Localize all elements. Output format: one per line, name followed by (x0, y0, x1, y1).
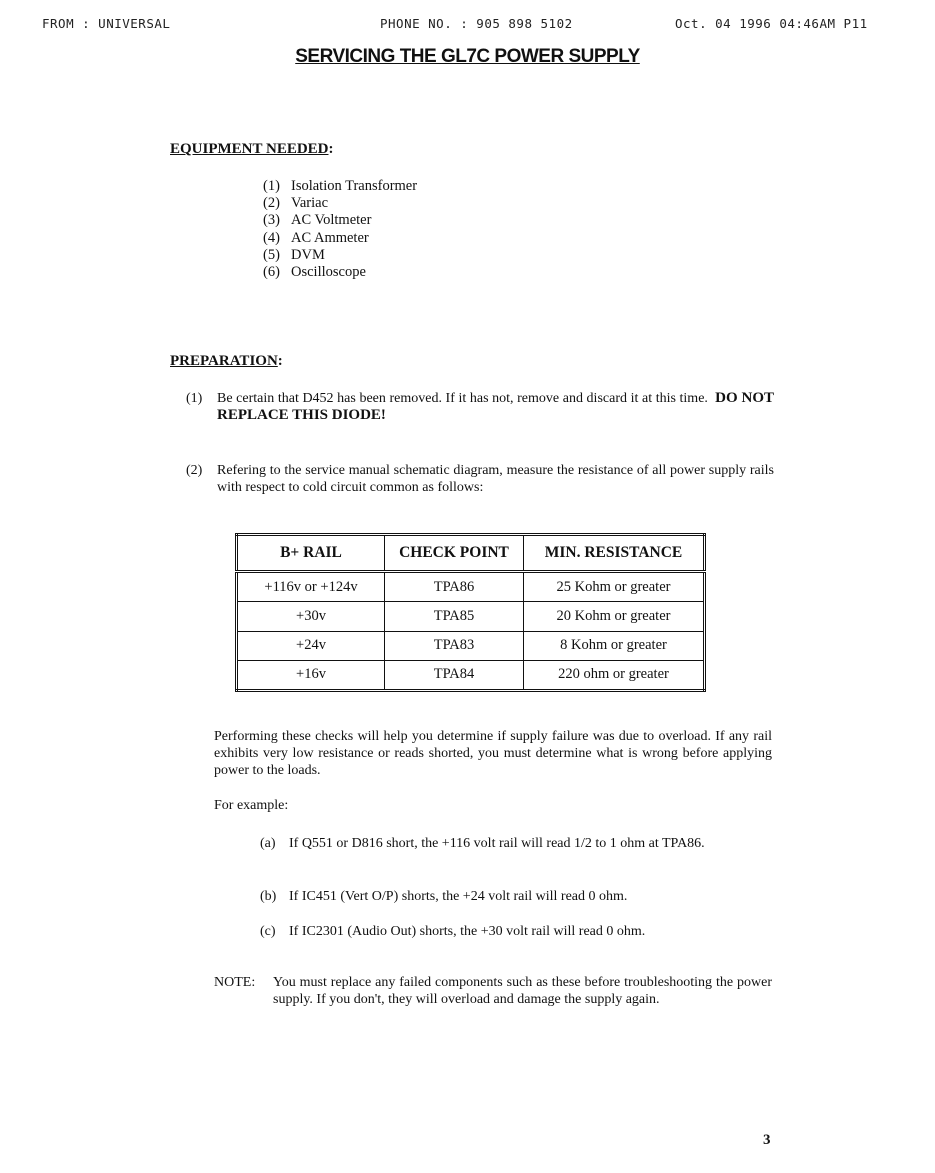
note-text: You must replace any failed components such as these before troubleshooting the power supply. If you don't, they will overload and damage the supply again. (273, 975, 772, 1007)
preparation-step-1 (186, 390, 774, 424)
example-item (260, 923, 772, 940)
example-text: If IC2301 (Audio Out) shorts, the +30 volt rail will read 0 ohm. (289, 924, 646, 939)
rail-cell: +30v (237, 602, 385, 631)
resistance-cell: 8 Kohm or greater (524, 631, 705, 660)
column-header: CHECK POINT (385, 535, 524, 572)
fax-date-page: Oct. 04 1996 04:46AM P11 (675, 16, 868, 31)
preparation-heading-text: PREPARATION (170, 353, 278, 369)
resistance-cell: 220 ohm or greater (524, 660, 705, 690)
equipment-item-num: (6) (263, 264, 280, 281)
step-number: (2) (186, 463, 203, 478)
equipment-heading: EQUIPMENT NEEDED: (170, 141, 334, 157)
page-number: 3 (763, 1132, 771, 1148)
example-label: (b) (260, 889, 277, 904)
step-number: (1) (186, 391, 203, 406)
equipment-list (263, 178, 417, 281)
checkpoint-cell: TPA86 (385, 572, 524, 602)
equipment-item (263, 264, 417, 281)
example-text: If Q551 or D816 short, the +116 volt rail will read 1/2 to 1 ohm at TPA86. (289, 836, 705, 851)
page-title: SERVICING THE GL7C POWER SUPPLY (295, 46, 640, 67)
equipment-item-num: (5) (263, 246, 280, 263)
table-row (237, 660, 705, 690)
equipment-heading-text: EQUIPMENT NEEDED (170, 141, 329, 157)
equipment-item (263, 212, 417, 229)
fax-phone: PHONE NO. : 905 898 5102 (380, 16, 573, 31)
preparation-heading: PREPARATION: (170, 353, 283, 369)
step-text: Refering to the service manual schematic diagram, measure the resistance of all power supply rails with respect to cold circuit common as follows: (217, 463, 774, 495)
example-label: (a) (260, 836, 276, 851)
table-row (237, 572, 705, 602)
preparation-step-2 (186, 462, 774, 496)
equipment-item-text: DVM (291, 246, 325, 263)
checkpoint-cell: TPA85 (385, 602, 524, 631)
equipment-item-num: (2) (263, 195, 280, 212)
equipment-item-text: AC Voltmeter (291, 212, 372, 229)
equipment-item-num: (4) (263, 229, 280, 246)
rail-resistance-table (235, 533, 706, 692)
resistance-cell: 20 Kohm or greater (524, 602, 705, 631)
equipment-item-num: (3) (263, 212, 280, 229)
checkpoint-cell: TPA83 (385, 631, 524, 660)
equipment-item (263, 230, 417, 247)
for-example-label: For example: (214, 798, 289, 813)
checkpoint-cell: TPA84 (385, 660, 524, 690)
column-header: B+ RAIL (237, 535, 385, 572)
step-emphasis: DO NOT REPLACE THIS DIODE! (217, 390, 775, 423)
equipment-item-text: AC Ammeter (291, 229, 369, 246)
equipment-item-text: Oscilloscope (291, 264, 366, 281)
equipment-item (263, 195, 417, 212)
table-header-row (237, 535, 705, 572)
example-text: If IC451 (Vert O/P) shorts, the +24 volt rail will read 0 ohm. (289, 889, 628, 904)
note (214, 974, 772, 1008)
rail-cell: +24v (237, 631, 385, 660)
resistance-cell: 25 Kohm or greater (524, 572, 705, 602)
rail-cell: +16v (237, 660, 385, 690)
equipment-item-text: Isolation Transformer (291, 178, 418, 194)
equipment-item (263, 247, 417, 264)
checks-paragraph: Performing these checks will help you determine if supply failure was due to overload. If any rail exhibits very low resistance or reads shorted, you must determine what is wrong before applying power to the loads. (214, 729, 772, 778)
column-header: MIN. RESISTANCE (524, 535, 705, 572)
table-row (237, 602, 705, 631)
table-row (237, 631, 705, 660)
equipment-item-num: (1) (263, 178, 280, 194)
example-label: (c) (260, 924, 276, 939)
equipment-item (263, 178, 417, 195)
example-item (260, 835, 772, 852)
example-item (260, 888, 772, 905)
step-text: Be certain that D452 has been removed. If it has not, remove and discard it at this time. (217, 391, 708, 406)
equipment-item-text: Variac (291, 195, 329, 212)
rail-cell: +116v or +124v (237, 572, 385, 602)
fax-from: FROM : UNIVERSAL (42, 16, 171, 31)
note-label: NOTE: (214, 975, 256, 990)
